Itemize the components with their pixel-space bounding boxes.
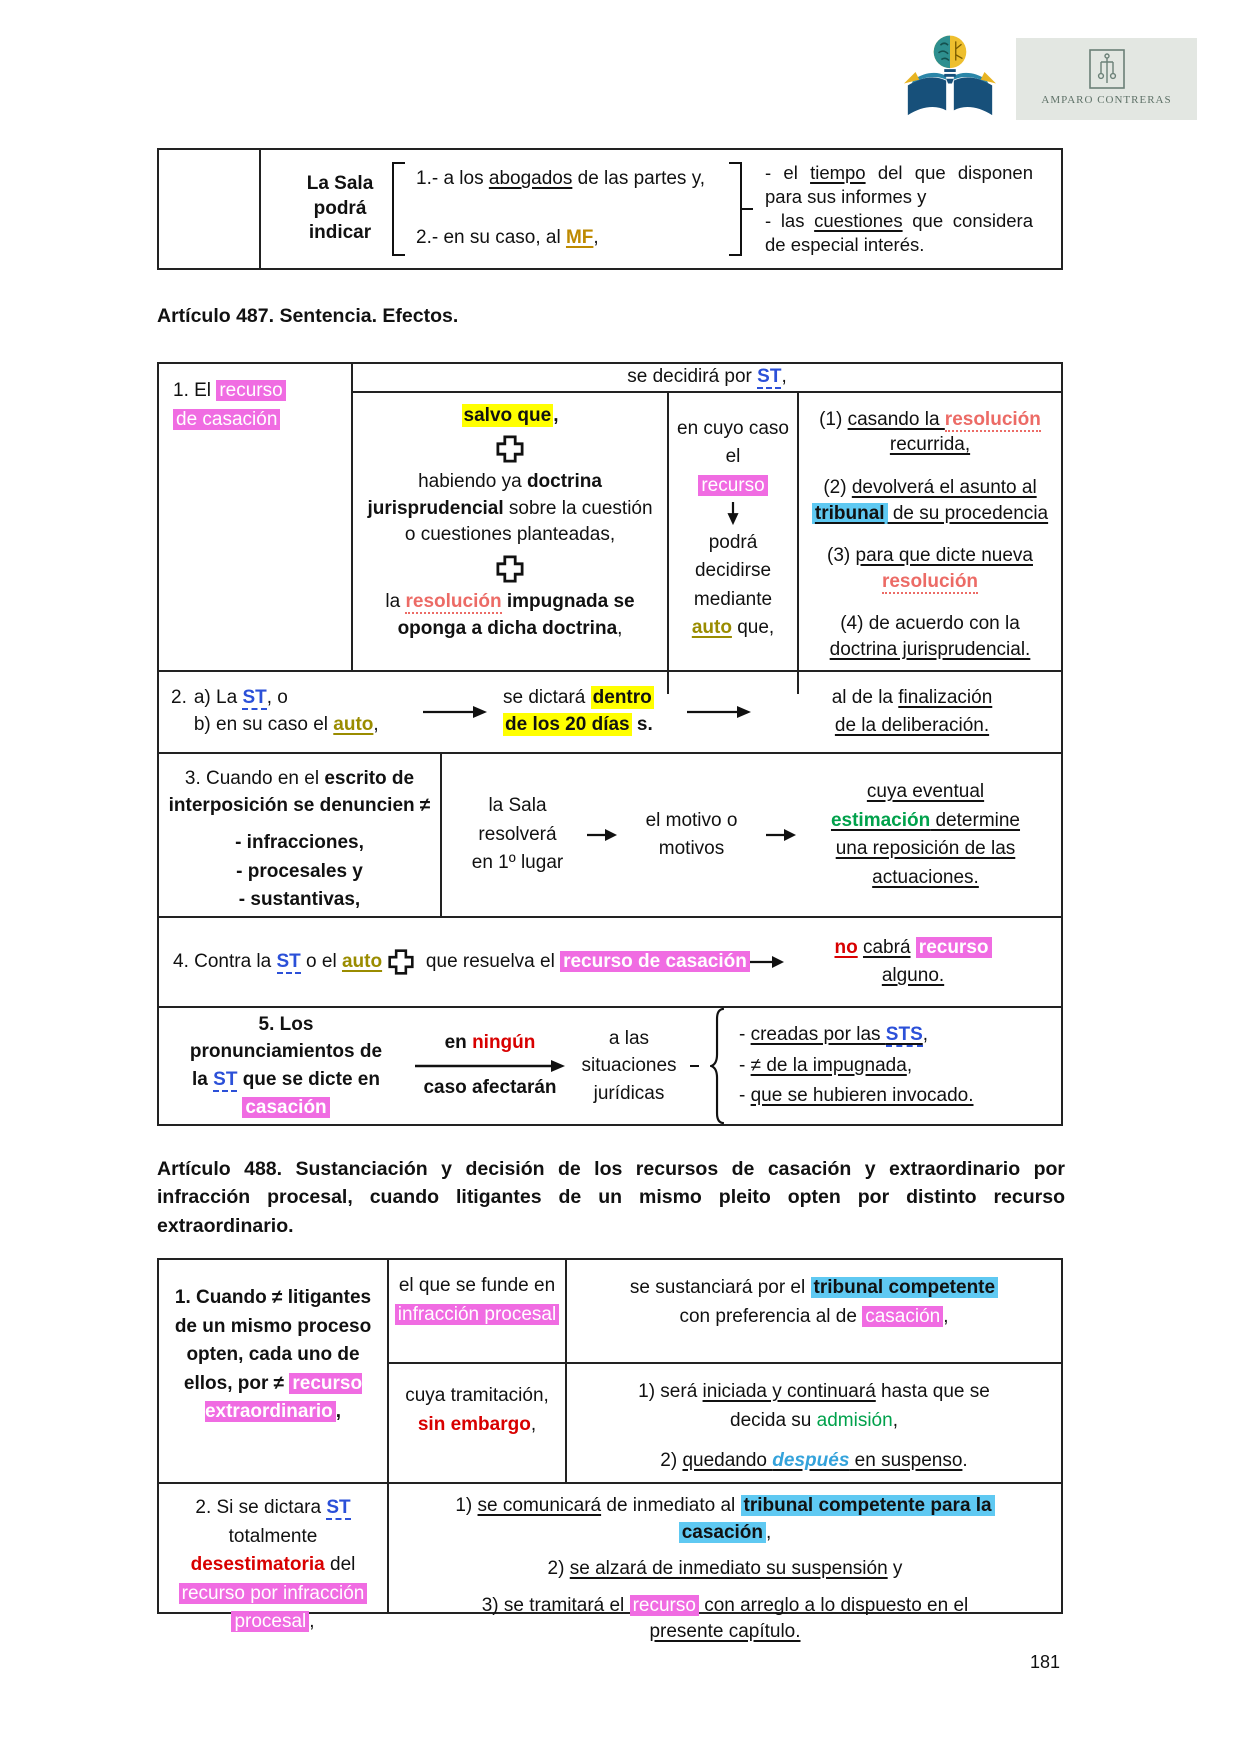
st-abbrev: ST: [213, 1069, 238, 1090]
resolucion-word: resolución: [881, 570, 979, 592]
row5-list: [739, 1020, 1049, 1111]
auto-word: auto: [341, 951, 383, 973]
highlight-casacion: casación: [242, 1097, 329, 1118]
row4-sentence: 4. Contra la ST o el auto que resuelva el recurso de casación: [173, 948, 784, 976]
row-3: [159, 754, 1061, 918]
intro-items: [414, 164, 720, 254]
row-1: [159, 364, 1061, 672]
row-5: [159, 1008, 1061, 1124]
row3-left-cell: [159, 754, 442, 916]
admision-word: admisión: [816, 1409, 893, 1431]
motivo-motivos: el motivo o motivos: [645, 809, 738, 859]
auto-word: auto: [691, 617, 732, 639]
highlight-salvo-que: salvo que: [463, 404, 552, 426]
effect-1: (1) casando la resolución recurrida,: [819, 408, 1041, 456]
item-2: 2) se alzará de inmediato su suspensión y: [547, 1558, 903, 1580]
intro-item-2: 2.- en su caso, al MF,: [416, 227, 599, 249]
highlight-procesal: procesal: [231, 1611, 309, 1632]
book-lightbulb-brain-logo: [902, 26, 998, 118]
item-1: 1) se comunicará de inmediato al tribunal competente para la casación ,: [399, 1493, 1051, 1546]
doctrina-paragraph: habiendo ya doctrina jurisprudencial sobre la cuestión o cuestiones planteadas,: [367, 471, 653, 546]
article-488-title: Artículo 488. Sustanciación y decisión de los recursos de casación y extraordinario por infracción procesal, cuando litigantes de un mismo pleito opten por distinto recurso extraordinario.: [157, 1158, 1065, 1237]
open-cross-icon: [495, 554, 525, 584]
right-arrow-icon: [423, 705, 487, 719]
connector-dash: [690, 1065, 699, 1067]
item-1: 1) será iniciada y continuará hasta que se decida su admisión,: [638, 1381, 990, 1431]
situaciones-block: a las situaciones jurídicas: [581, 1027, 677, 1104]
row-2: [159, 1484, 1061, 1643]
article-487-title: Artículo 487. Sentencia. Efectos.: [157, 305, 459, 327]
row1-left-cell: 1. Cuando ≠ litigantes de un mismo proceso opten, cada uno de ellos, por ≠ recurso extraordinario ,: [159, 1260, 389, 1482]
list-item: - creadas por las STS,: [739, 1024, 929, 1046]
left-bracket-icon: [392, 162, 405, 256]
row1a-right-cell: se sustanciará por el tribunal competente con preferencia al de casación ,: [567, 1260, 1061, 1362]
highlight-tribunal-competente: tribunal competente: [811, 1277, 999, 1298]
intro-note-2: - las cuestiones que considera de especial interés.: [765, 210, 1033, 256]
auto-word: auto: [333, 714, 374, 735]
desestimatoria-word: desestimatoria: [190, 1554, 325, 1575]
sala-resolvera: la Sala resolverá en 1º lugar: [471, 795, 564, 874]
row5-arrow-block: en ningún caso afectarán: [412, 1032, 568, 1100]
right-arrow-icon: [766, 828, 796, 842]
intro-table: [157, 148, 1063, 270]
row1-right: [389, 1260, 1061, 1482]
row3-bullets: - infracciones, - procesales y - sustantivas,: [235, 832, 364, 911]
down-arrow-icon: [725, 502, 741, 526]
salvo-que-cell: salvo que , habiendo ya doctrina jurisprudencial sobre la cuestión o cuestiones planteadas, la resolución impugnada se oponga a dicha doctrina,: [353, 393, 669, 694]
row1-header: se decidirá por ST,: [353, 364, 1061, 393]
numbered-effects-cell: [799, 393, 1061, 694]
highlight-recurso-por-infraccion: recurso por infracción: [179, 1583, 368, 1604]
open-cross-icon: [387, 948, 415, 976]
st-abbrev: ST: [242, 687, 267, 709]
sts-abbrev: STS: [885, 1024, 923, 1046]
right-arrow-icon: [415, 1060, 565, 1072]
book-lightbulb-brain-logo: [902, 26, 998, 118]
effect-2: (2) devolverá el asunto al tribunal de su procedencia: [809, 475, 1051, 526]
intro-note-1: - el tiempo del que disponen para sus informes y: [765, 161, 1033, 207]
intro-main-cell: [261, 150, 1061, 268]
row1a-mid-cell: el que se funde en infracción procesal: [389, 1260, 567, 1362]
estimacion-word: estimación: [830, 809, 931, 831]
row1-left-cell: 1. El recurso de casación: [159, 364, 353, 670]
highlight-de-casacion: de casación: [173, 409, 280, 430]
highlight-recurso: recurso: [630, 1595, 699, 1616]
open-cross-icon: [495, 434, 525, 464]
curly-brace-icon: [710, 1007, 728, 1125]
despues-word: después: [772, 1450, 850, 1471]
row1-right: [353, 364, 1061, 670]
intro-item-1: 1.- a los abogados de las partes y,: [416, 168, 706, 189]
intro-label: La Sala podrá indicar: [306, 172, 374, 244]
st-abbrev: ST: [326, 1497, 351, 1518]
intro-right-notes: [765, 161, 1033, 257]
row2-left-cell: 2. Si se dictara ST totalmente desestimatoria del recurso por infracción procesal ,: [159, 1484, 389, 1612]
brand-name: AMPARO CONTRERAS: [1041, 94, 1172, 107]
highlight-dentro: dentro: [592, 687, 652, 709]
highlight-recurso: recurso: [916, 937, 992, 958]
item-2: 2) quedando después en suspenso.: [660, 1450, 968, 1471]
row1a: [389, 1260, 1061, 1364]
list-item: - ≠ de la impugnada,: [739, 1054, 913, 1076]
no-word: no: [834, 936, 858, 958]
row2-middle: se dictará dentro de los 20 días s.: [503, 687, 653, 735]
effect-3: (3) para que dicte nueva resolución: [827, 545, 1033, 592]
right-arrow-icon: [750, 955, 784, 969]
right-arrow-icon: [587, 828, 617, 842]
item-3: 3) se tramitará el recurso con arreglo a lo dispuesto en el presente capítulo.: [481, 1594, 969, 1643]
brand-box: [1016, 38, 1197, 120]
right-bracket-icon: [729, 162, 742, 256]
st-abbrev: ST: [757, 366, 782, 387]
highlight-casacion-word: casación: [679, 1522, 766, 1543]
row2-right-cell: [389, 1484, 1061, 1643]
highlight-recurso-extraordinario: recurso extraordinario: [204, 1372, 363, 1422]
row1-columns: [353, 393, 1061, 694]
highlight-casacion: casación: [862, 1306, 943, 1327]
ningun-word: ningún: [472, 1031, 536, 1053]
page-number: 181: [1030, 1652, 1061, 1672]
article-488-table: [157, 1258, 1063, 1643]
estimacion-note: cuya eventual estimación determine una reposición de las actuaciones.: [830, 781, 1021, 888]
row-4: [159, 918, 1061, 1008]
resolucion-paragraph: la resolución impugnada se oponga a dicha doctrina,: [385, 590, 635, 639]
sin-embargo-words: sin embargo: [417, 1413, 531, 1435]
right-arrow-icon: [687, 705, 751, 719]
row3-right: [442, 754, 1061, 916]
highlight-tribunal-competente-casacion: tribunal competente para la: [741, 1495, 995, 1516]
resolucion-word: resolución: [944, 408, 1041, 430]
mf-abbrev: MF: [565, 227, 594, 249]
row1b-right-cell: [567, 1364, 1061, 1482]
highlight-recurso: recurso: [216, 380, 285, 401]
row1b-mid-cell: cuya tramitación, sin embargo,: [389, 1364, 567, 1482]
intro-empty-cell: [159, 150, 261, 268]
row5-left: 5. Los pronunciamientos de la ST que se dicte en casación: [189, 1013, 383, 1118]
row2-left: 2. a) La ST, o b) en su caso el auto,: [171, 687, 379, 735]
row4-result: no cabrá recurso alguno.: [807, 934, 1019, 991]
en-cuyo-caso-cell: en cuyo caso el recurso podrá decidirse mediante auto que,: [669, 393, 799, 694]
row2-right: al de la finalización de la deliberación.: [831, 687, 993, 736]
resolucion-word: resolución: [405, 590, 502, 612]
st-abbrev: ST: [276, 951, 301, 973]
row1b: [389, 1364, 1061, 1482]
highlight-recurso: recurso: [698, 475, 767, 496]
justice-scales-icon: [1089, 49, 1125, 89]
highlight-infraccion-procesal: infracción procesal: [395, 1304, 559, 1325]
list-item: - que se hubieren invocado.: [739, 1085, 974, 1107]
row-1: [159, 1260, 1061, 1484]
highlight-20-dias: de los 20 días: [505, 714, 630, 735]
effect-4: (4) de acuerdo con la doctrina jurisprudencial.: [829, 613, 1031, 661]
row3-left-head: 3. Cuando en el escrito de interposición se denuncien ≠: [168, 768, 431, 816]
highlight-recurso-de-casacion: recurso de casación: [560, 951, 750, 972]
article-487-table: [157, 362, 1063, 1126]
highlight-tribunal: tribunal: [812, 503, 888, 524]
